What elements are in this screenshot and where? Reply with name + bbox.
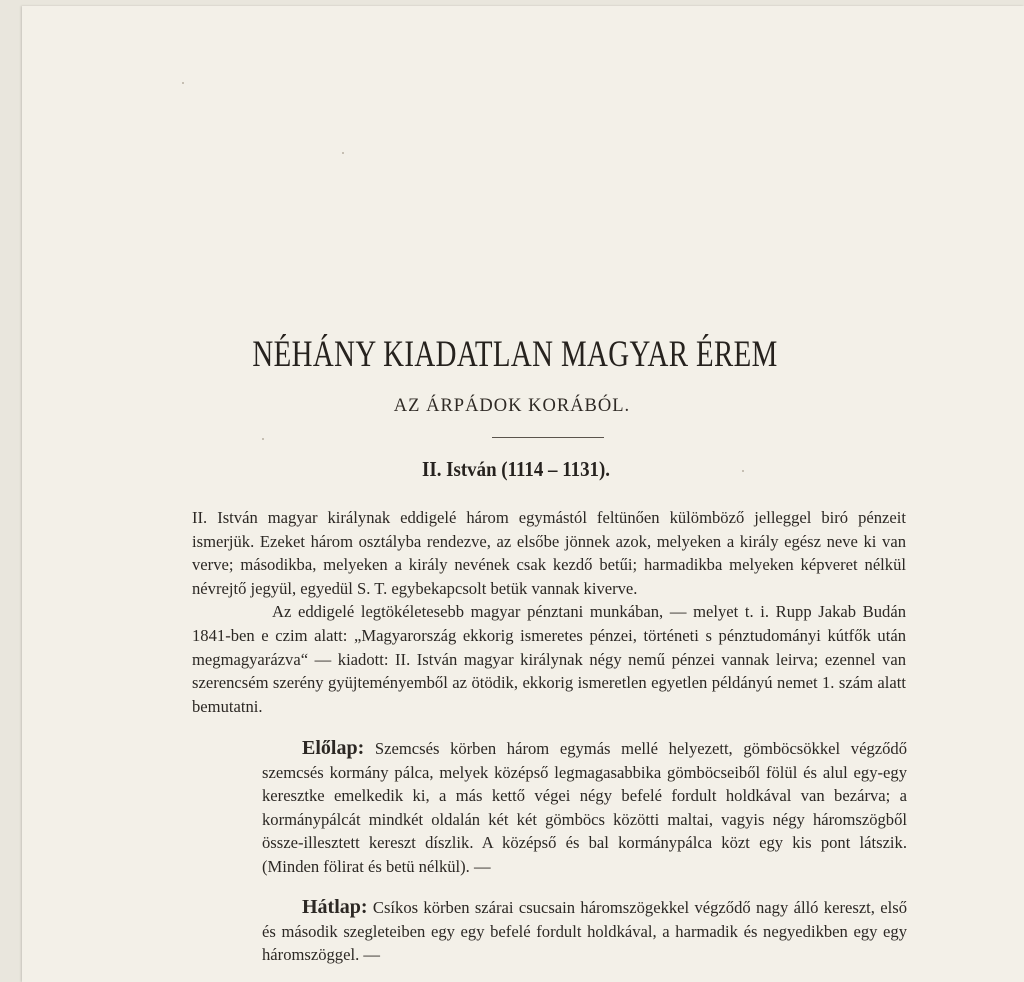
- reverse-description: [262, 896, 907, 967]
- obverse-text: Szemcsés körben három egymás mellé helyezett, gömböcsökkel végződő szemcsés kormány pálca, melyek középső legmagasabbika gömböcseiből fölül és alul egy-egy keresztke emelkedik ki, a más kettő végei négy befelé fordult holdkával van bezárva; a kormánypálcát mindkét oldalán két két gömböcs közötti maltai, vagyis négy háromszögből össze-illesztett kereszt díszlik. A középső és bal kormánypálca közt egy kis pont látszik. (Minden fölirat és betü nélkül). —: [262, 739, 907, 876]
- obverse-label: Előlap:: [302, 737, 365, 759]
- paragraph: II. István magyar királynak eddigelé három egymástól feltünően külömböző jelleggel biró pénzeit ismerjük. Ezeket három osztályba rendezve, az elsőbe jönnek azok, melyeken a király egész neve ki van verve; másodikba, melyeken a király nevének csak kezdő betűi; harmadikba melyeken képveret nélkül névrejtő jegyül, egyedül S. T. egybekapcsolt betük vannak kiverve.: [192, 508, 906, 598]
- obverse-description: [262, 737, 907, 879]
- paper-speck: [342, 152, 344, 154]
- paper-speck: [262, 438, 264, 440]
- paragraph: Az eddigelé legtökéletesebb magyar pénztani munkában, — melyet t. i. Rupp Jakab Budán 1841-ben e czim alatt: „Magyarország ekkorig ismeretes pénzei, történeti s pénztudományi kútfők után megmagyarázva“ — kiadott: II. István magyar királynak négy nemű pénzei vannak leirva; ezennel van szerencsém szerény gyüjteményemből az ötödik, ekkorig ismeretlen egyetlen példányú nemet 1. szám alatt bemutatni.: [192, 602, 906, 716]
- section-heading: II. István (1114 – 1131).: [422, 457, 610, 481]
- body-text: [192, 506, 906, 718]
- title-divider: [492, 437, 604, 438]
- reverse-text: Csíkos körben szárai csucsain háromszögekkel végződő nagy álló kereszt, első és második szegleteiben egy egy befelé fordult holdkával, a harmadik és negyedikben egy egy háromszöggel. —: [262, 898, 908, 965]
- reverse-label: Hátlap:: [302, 896, 368, 918]
- document-title: NÉHÁNY KIADATLAN MAGYAR ÉREM: [252, 334, 778, 375]
- paper-speck: [182, 82, 184, 84]
- document-subtitle: AZ ÁRPÁDOK KORÁBÓL.: [393, 396, 631, 416]
